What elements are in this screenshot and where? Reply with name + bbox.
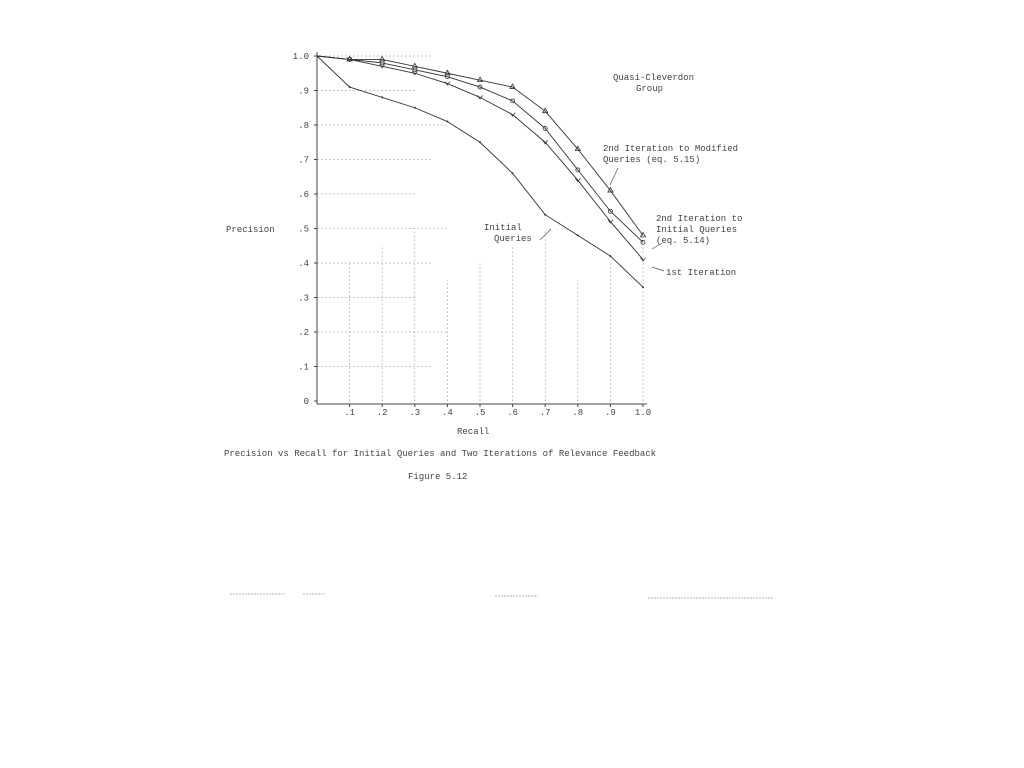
annotation-leader	[652, 267, 664, 271]
y-tick-label: .7	[298, 155, 309, 166]
x-tick-label: .8	[572, 408, 584, 418]
y-tick-label: .8	[298, 121, 309, 131]
data-point	[349, 86, 351, 88]
series-annotation: 1st Iteration	[666, 268, 737, 278]
y-tick-label: .2	[298, 328, 309, 338]
data-point	[577, 234, 579, 236]
y-tick-label: 0	[303, 397, 309, 407]
x-tick-label: .1	[344, 408, 356, 418]
annotation-leaders	[540, 168, 664, 271]
series-annotation: 2nd Iteration to Initial Queries (eq. 5.14)	[656, 214, 743, 246]
x-tick-label: 1.0	[634, 408, 652, 418]
x-tick-labels	[344, 404, 651, 418]
data-point	[512, 172, 514, 174]
data-point	[446, 121, 448, 123]
y-tick-label: .3	[298, 293, 309, 304]
series-line	[317, 56, 643, 242]
chart-title: Precision vs Recall for Initial Queries and Two Iterations of Relevance Feedback	[224, 449, 657, 459]
y-tick-label: .4	[298, 259, 309, 269]
x-tick-label: .3	[409, 408, 421, 418]
y-tick-labels	[293, 52, 317, 407]
x-tick-label: .7	[539, 408, 551, 418]
annotation-leader	[540, 229, 551, 240]
x-tick-label: .9	[604, 408, 616, 418]
series-annotations	[484, 144, 742, 278]
x-tick-label: .5	[474, 408, 486, 418]
data-point	[609, 255, 611, 257]
y-tick-label: 1.0	[292, 52, 309, 62]
data-point	[414, 107, 416, 109]
y-tick-label: .1	[298, 362, 309, 373]
data-point	[381, 96, 383, 98]
x-axis-label: Recall	[457, 427, 490, 437]
series-line	[317, 56, 643, 260]
y-tick-label: .5	[298, 224, 309, 235]
data-point	[544, 214, 546, 216]
x-tick-label: .4	[441, 408, 453, 418]
chart-axes	[317, 52, 647, 404]
series-annotation: Initial Queries	[484, 223, 532, 244]
x-tick-label: .2	[376, 408, 388, 418]
group-label: Quasi-Cleverdon Group	[613, 73, 695, 94]
y-tick-label: .6	[298, 190, 309, 200]
data-point	[380, 56, 385, 61]
series-line	[317, 56, 643, 235]
series-annotation: 2nd Iteration to Modified Queries (eq. 5.15)	[603, 144, 739, 165]
annotation-leader	[610, 168, 618, 185]
data-point	[642, 286, 644, 288]
x-tick-label: .6	[507, 408, 519, 418]
y-tick-label: .9	[298, 86, 309, 97]
figure-label: Figure 5.12	[408, 472, 468, 482]
data-point	[479, 141, 481, 143]
grid-lines	[317, 56, 643, 401]
y-axis-label: Precision	[226, 225, 275, 235]
